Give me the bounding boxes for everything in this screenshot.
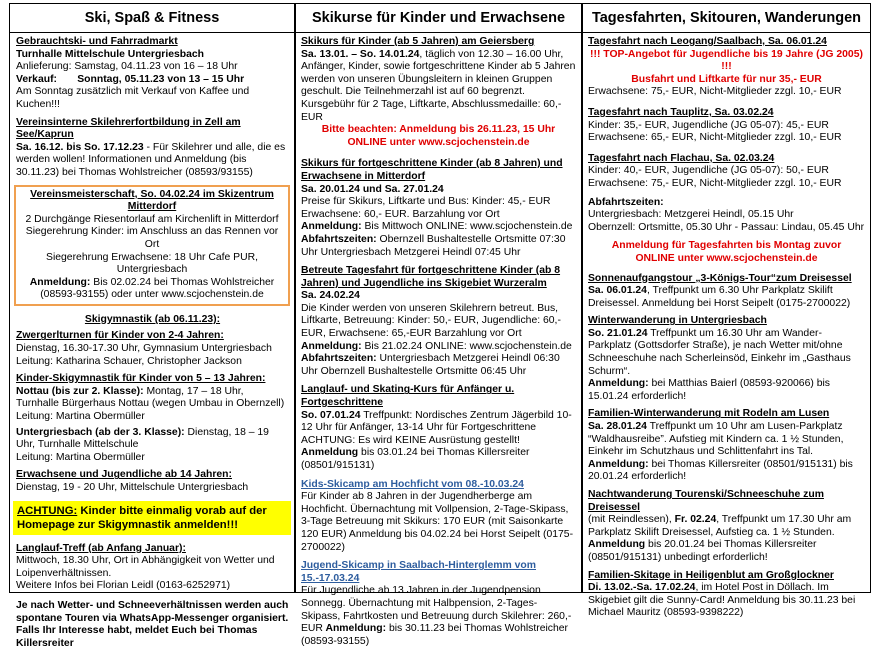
anmeldung-label: Anmeldung: [322, 623, 387, 635]
section-kinder [16, 373, 289, 464]
section-kurs2 [301, 158, 576, 259]
section-camp1 [301, 479, 576, 555]
section-heading: Familien-Winterwanderung mit Rodeln am Lusen [588, 408, 830, 420]
dates: Fr. 02.24 [674, 514, 717, 526]
text: , täglich von 12.30 – 16.00 Uhr, Anfänger, Kinder, sowie fortgeschrittene Kinder ab 5 Jahren werden von unseren Übungsleitern in kleinen Gruppen geschult. Die Teilnehmerzahl ist auf 60 begrenzt. [301, 48, 576, 98]
section-camp2 [301, 560, 576, 648]
leitung: Leitung: Martina Obermüller [16, 411, 145, 423]
section-heading: Kinder-Skigymnastik für Kinder von 5 – 13 Jahren: [16, 373, 266, 385]
anmeldung-label: Anmeldung [301, 447, 359, 459]
online-note: ONLINE unter www.scjochenstein.de [635, 252, 818, 264]
text: (mit Reindlessen), [588, 514, 675, 526]
preise: Preise für Skikurs, Liftkarte und Bus: Kinder: 45,- EUR [301, 196, 551, 208]
text: Die Kinder werden von unseren Skilehrern betreut. Bus, Liftkarte, Betreuung: Kinder: 50,- EUR, Jugendliche: 60,- EUR, Erwachsene: 65,-EUR Barzahlung vor Ort [301, 302, 561, 340]
section-winterwanderung [588, 315, 865, 403]
text: Treffpunkt: Nordisches Zentrum Jägerbild 10-12 Uhr für Anfänger, 13-14 Uhr für Fortgeschrittene ACHTUNG: Es wird KEINE Ausrüstung gestellt! [301, 409, 572, 446]
preise-erw: Erwachsene: 60,- EUR. Barzahlung vor Ort [301, 208, 500, 220]
text: Treffpunkt um 16.30 Uhr am Wander-Parkplatz (Gottsdorfer Straße), je nach Wetter mit/ohne Schneeschuhe nach Scherleinsöd, Einkehr im „Gasthaus Schurm“. [588, 327, 851, 377]
anmeldung-text: bei Thomas Killersreiter (08501/915131) bis 20.01.24 erforderlich! [588, 458, 853, 483]
ug-text: Dienstag, 18 – 19 Uhr, Turnhalle Mittelschule [16, 426, 269, 451]
section-sonnenaufgang [588, 273, 865, 311]
column-ski-fitness [9, 3, 295, 649]
nottau-label: Nottau (bis zur 2. Klasse): [16, 385, 144, 397]
anmeldung-label: Anmeldung: [29, 276, 91, 288]
offer-price: Busfahrt und Liftkarte für nur 35,- EUR [631, 73, 822, 85]
text: Treffpunkt um 10 Uhr am Lusen-Parkplatz “Waldhausreibe”. Aufstieg mit Kindern ca. 1 ½ Stunden, Einkehr im Schutzhaus und Schlittenfahrt ins Tal. [588, 421, 844, 458]
line: 2 Durchgänge Riesentorlauf am Kirchenlift in Mitterdorf [25, 213, 279, 225]
section-heading: Zwergerlturnen für Kinder von 2-4 Jahren: [16, 330, 224, 342]
anmeldung-label: Anmeldung: [301, 221, 362, 233]
anmeldung-label: Anmeldung: [301, 340, 362, 352]
column-tagesfahrten [582, 3, 871, 619]
anmeldung-text: bis 20.01.24 bei Thomas Killersreiter (08501/915131) unbedingt erforderlich! [588, 539, 817, 563]
dates: So. 21.01.24 [588, 327, 648, 339]
top-offer: !!! TOP-Angebot für Jugendliche bis 19 Jahre (JG 2005) !!! [590, 48, 863, 73]
gebuehr: Kursgebühr für 2 Tage, Liftkarte, Abschlussmedaille: 60,- EUR [301, 98, 562, 123]
dates: Di. 13.02.-Sa. 17.02.24 [588, 582, 696, 594]
text: , Treffpunkt um 17.30 Uhr am Parkplatz Skilift Dreisessel, Aufstieg ca. 1 ½ Stunden. [588, 514, 852, 538]
text: , im Hotel Post in Döllach. Im Skigebiet gilt die Sunny-Card! Anmeldung bis 30.11.23 bei Michael Mauritz (08593-9398222) [588, 582, 856, 619]
line: Erwachsene: 75,- EUR, Nicht-Mitglieder zzgl. 10,- EUR [588, 86, 842, 98]
abfahrt-text: Untergriesbach Metzgerei Heindl 06:30 Uhr Obernzell Bushaltestelle Ortsmitte 06:45 Uhr [301, 353, 560, 377]
anmeldung-text: bis 03.01.24 bei Thomas Killersreiter (08501/915131) [301, 447, 530, 471]
online-note: ONLINE unter www.scjochenstein.de [347, 136, 530, 148]
line: Erwachsene: 65,- EUR, Nicht-Mitglieder zzgl. 10,- EUR [588, 132, 842, 144]
deadline-note: Bitte beachten: Anmeldung bis 26.11.23, 15 Uhr [321, 124, 556, 136]
deadline-note: Anmeldung für Tagesfahrten bis Montag zuvor [611, 240, 842, 252]
section-nachtwanderung [588, 489, 865, 565]
anlieferung: Anlieferung: Samstag, 04.11.23 von 16 – 18 Uhr [16, 61, 238, 73]
section-rodeln [588, 408, 865, 484]
line: Untergriesbach: Metzgerei Heindl, 05.15 Uhr [588, 209, 794, 221]
column-title: Tagesfahrten, Skitouren, Wanderungen [583, 4, 870, 33]
section-heading: Nachtwanderung Tourenski/Schneeschuhe zum Dreisessel [588, 489, 824, 513]
section-heading: Gebrauchtski- und Fahrradmarkt [16, 36, 178, 47]
achtung-banner [13, 501, 291, 535]
line: Kinder: 40,- EUR, Jugendliche (JG 05-07): 50,- EUR [588, 165, 829, 177]
leitung: Leitung: Martina Obermüller [16, 451, 145, 463]
section-kurs3 [301, 265, 576, 378]
dates: So. 07.01.24 [301, 409, 361, 421]
section-heading: Jugend-Skicamp in Saalbach-Hinterglemm vom 15.-17.03.24 [301, 560, 537, 584]
column-title: Skikurse für Kinder und Erwachsene [296, 4, 581, 33]
dates: Sa. 16.12. bis So. 17.12.23 [16, 141, 144, 153]
column-skikurse [295, 3, 582, 647]
abfahrt-text: Obernzell Bushaltestelle Ortsmitte 07:30 Uhr Untergriesbach Metzgerei Heindl 07:45 Uhr [301, 233, 566, 258]
section-leogang [588, 36, 865, 99]
section-zwerg [16, 330, 289, 368]
line: Mittwoch, 18.30 Uhr, Ort in Abhängigkeit von Wetter und Loipenverhältnissen. [16, 555, 275, 579]
text: Für Jugendliche ab 13 Jahren in der Jugendpension Sonnegg. Übernachtung mit Halbpension, 2-Tages-Skipass, Fahrtkosten und Betreuung durch Skilehrer: 260,- EUR [301, 585, 572, 635]
section-heading: Tagesfahrt nach Tauplitz, Sa. 03.02.24 [588, 106, 774, 118]
anmeldung-text: Bis Mittwoch ONLINE: www.scjochenstein.de [361, 221, 573, 233]
dates: Sa. 28.01.24 [588, 421, 647, 433]
abfahrt-label: Abfahrtszeiten: [301, 233, 377, 245]
section-fortbildung [16, 117, 289, 180]
section-tauplitz [588, 107, 865, 145]
column-title: Ski, Spaß & Fitness [10, 4, 294, 33]
section-heading: Sonnenaufgangstour „3-Königs-Tour“zum Dreisessel [588, 272, 852, 284]
section-heading: Skikurs für fortgeschrittene Kinder (ab 8 Jahren) und Erwachsene in Mitterdorf [301, 158, 563, 182]
anmeldung-text: Bis 02.02.24 bei Thomas Wohlstreicher (08593-93155) oder unter www.scjochenstein.de [40, 276, 275, 301]
section-heading: Tagesfahrt nach Flachau, Sa. 02.03.24 [588, 152, 775, 164]
verkauf-label: Verkauf: [16, 73, 58, 85]
dates: Sa. 24.02.24 [301, 290, 360, 302]
venue: Turnhalle Mittelschule Untergriesbach [16, 48, 205, 60]
nottau-text: Montag, 17 – 18 Uhr, Turnhalle Bürgerhaus Nottau (wegen Umbau in Obernzell) [16, 385, 285, 410]
section-heading: Betreute Tagesfahrt für fortgeschrittene Kinder (ab 8 Jahren) und Jugendliche ins Skigebiet Wurzeralm [301, 265, 561, 289]
section-heading: Tagesfahrt nach Leogang/Saalbach, Sa. 06.01.24 [588, 36, 827, 47]
section-heading: Kids-Skicamp am Hochficht vom 08.-10.03.24 [301, 478, 524, 490]
text: - Für Skilehrer und alle, die es werden wollen! Informationen und Anmeldung (bis 30.11.23) bei Thomas Wohlstreicher (08593/93155) [16, 141, 286, 178]
section-heiligenblut [588, 570, 865, 620]
dates: Sa. 20.01.24 und Sa. 27.01.24 [301, 183, 444, 195]
text: , Treffpunkt um 6.30 Uhr Parkplatz Skilift Dreisessel. Anmeldung bei Horst Seipelt (0175-2700022) [588, 285, 851, 309]
section-meisterschaft [14, 185, 290, 306]
whatsapp-note: Je nach Wetter- und Schneeverhältnissen werden auch spontane Touren via WhatsApp-Messenger organisiert. Falls Ihr Interesse habt, meldet Euch bei Thomas Killersreiter [16, 599, 289, 649]
line: Siegerehrung Erwachsene: 18 Uhr Cafe PUR, Untergriesbach [46, 251, 258, 276]
anmeldung-text: bei Matthias Baierl (08593-920066) bis 15.01.24 erforderlich! [588, 378, 830, 402]
markt-note: Am Sonntag zusätzlich mit Verkauf von Kaffee und Kuchen!!! [16, 86, 250, 110]
section-kurs4 [301, 384, 576, 472]
line: Siegerehrung Kinder: im Anschluss an das Rennen vor Ort [25, 226, 279, 250]
section-langlauf [16, 543, 289, 593]
section-heading: Vereinsmeisterschaft, So. 04.02.24 im Skizentrum Mitterdorf [30, 188, 274, 213]
dates: Sa. 13.01. – So. 14.01.24 [301, 48, 420, 60]
line: Leitung: Katharina Schauer, Christopher Jackson [16, 355, 242, 367]
section-heading: Langlauf-Treff (ab Anfang Januar): [16, 542, 186, 554]
anmeldung-label: Anmeldung: [588, 458, 649, 470]
section-heading: Winterwanderung in Untergriesbach [588, 315, 767, 327]
anmeldung-text: Bis 21.02.24 ONLINE: www.scjochenstein.de [361, 340, 572, 352]
line: Erwachsene: 75,- EUR, Nicht-Mitglieder zzgl. 10,- EUR [588, 177, 842, 189]
section-heading: Skikurs für Kinder (ab 5 Jahren) am Geiersberg [301, 36, 535, 47]
anmeldung-text: bis 30.11.23 bei Thomas Wohlstreicher (08593-93155) [301, 623, 568, 647]
line: Dienstag, 19 - 20 Uhr, Mittelschule Untergriesbach [16, 482, 249, 493]
text: Für Kinder ab 8 Jahren in der Jugendherberge am Hochficht. Übernachtung mit Vollpension, 2-Tage-Skipass, 3-Tage Betreuung mit Skikurs: 170 EUR (mit Saisonkarte 120 EUR) Anmeldung bis 04.02.24 bei Horst Seipelt (0175-2700022) [301, 491, 574, 553]
abfahrt-label: Abfahrtszeiten: [301, 353, 377, 365]
section-kurs1 [301, 36, 576, 149]
line: Weitere Infos bei Florian Leidl (0163-6252971) [16, 580, 231, 592]
section-markt [16, 36, 289, 112]
section-heading: Vereinsinterne Skilehrerfortbildung in Zell am See/Kaprun [16, 116, 241, 141]
achtung-label: ACHTUNG: [17, 504, 78, 517]
section-heading: Abfahrtszeiten: [588, 196, 664, 208]
line: Kinder: 35,- EUR, Jugendliche (JG 05-07): 45,- EUR [588, 119, 829, 131]
verkauf-value: Sonntag, 05.11.23 von 13 – 15 Uhr [77, 73, 245, 85]
section-erwachsene [16, 469, 289, 494]
anmeldung-label: Anmeldung [588, 539, 646, 551]
section-heading: Erwachsene und Jugendliche ab 14 Jahren: [16, 469, 232, 481]
section-heading: Familien-Skitage in Heiligenblut am Großglockner [588, 569, 834, 581]
skigymnastik-heading: Skigymnastik (ab 06.11.23): [84, 313, 221, 325]
section-heading: Langlauf- und Skating-Kurs für Anfänger u. Fortgeschrittene [301, 384, 515, 409]
achtung-text: Kinder bitte einmalig vorab auf der Homepage zur Skigymnastik anmelden!!! [17, 504, 267, 531]
anmeldung-label: Anmeldung: [588, 378, 649, 390]
section-flachau [588, 153, 865, 191]
line: Obernzell: Ortsmitte, 05.30 Uhr - Passau: Lindau, 05.45 Uhr [588, 221, 865, 233]
verkauf [16, 74, 289, 87]
ug-label: Untergriesbach (ab der 3. Klasse): [16, 426, 185, 438]
section-abfahrt [588, 197, 865, 266]
dates: Sa. 06.01.24 [588, 285, 647, 297]
line: Dienstag, 16.30-17.30 Uhr, Gymnasium Untergriesbach [16, 343, 272, 355]
